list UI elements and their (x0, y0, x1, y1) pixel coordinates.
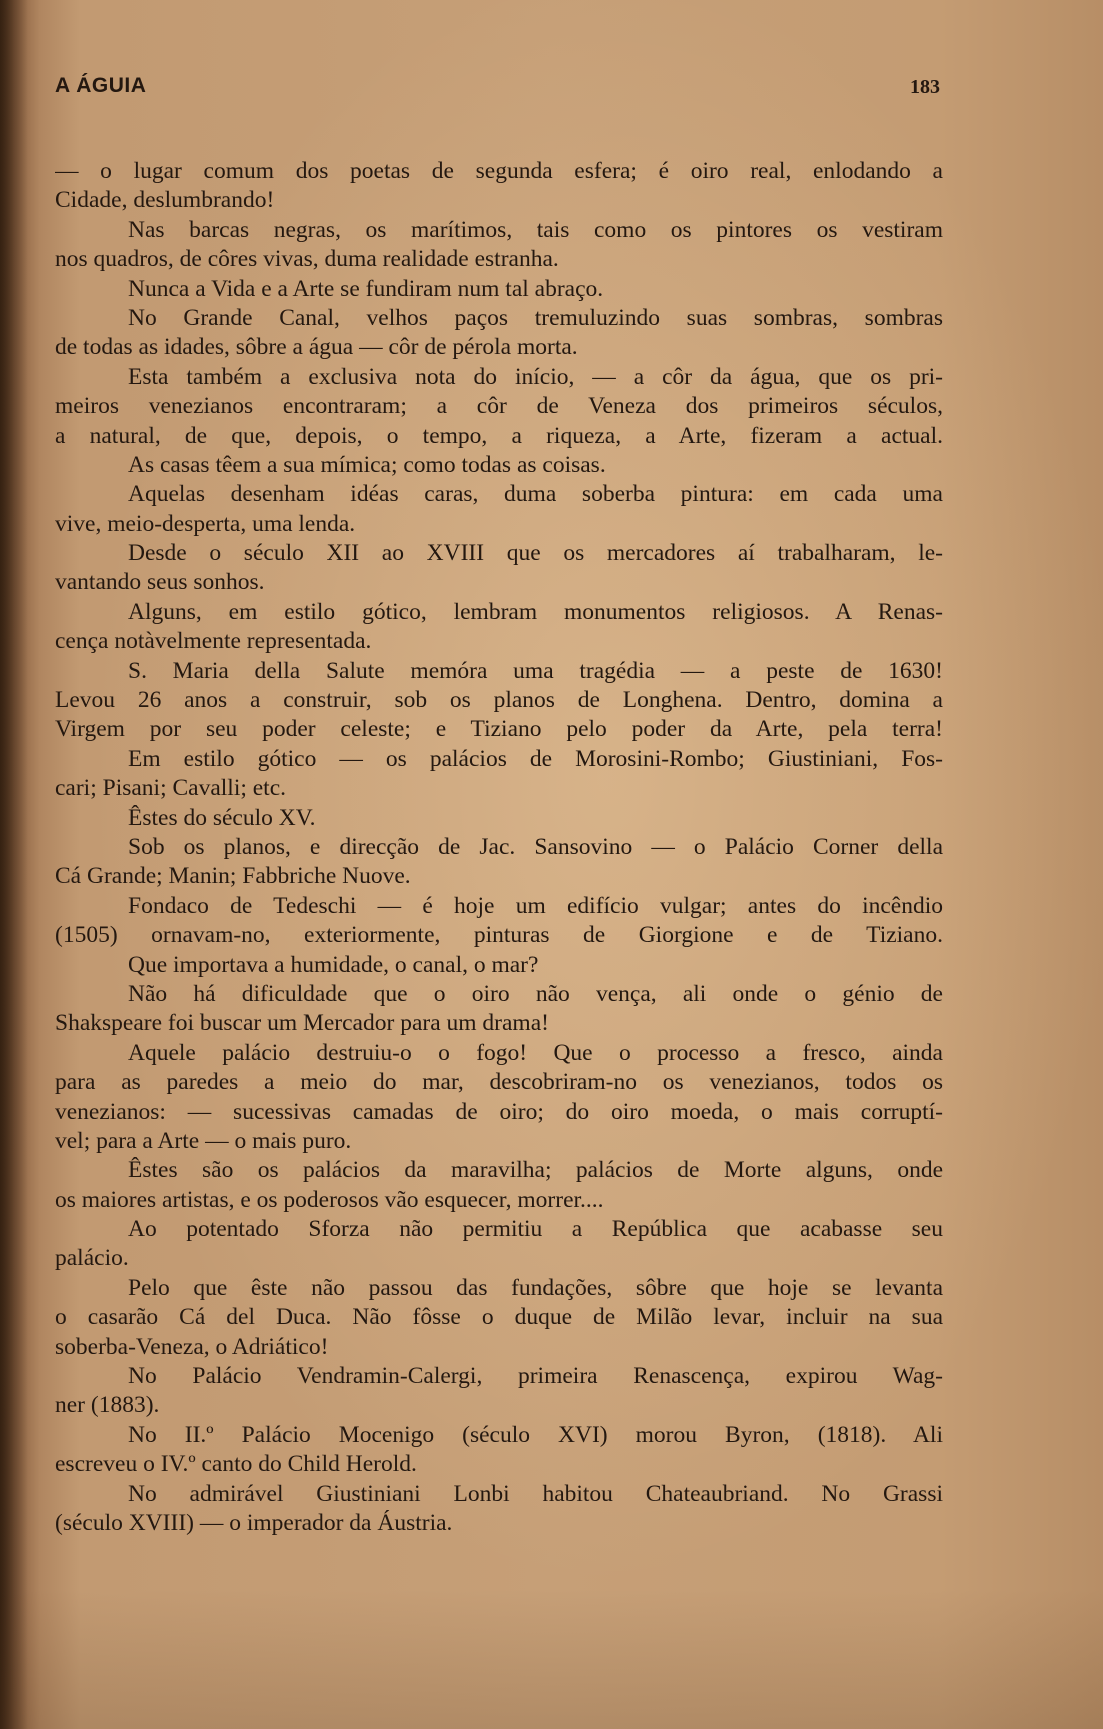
text-line: As casas têem a sua mímica; como todas as coisas. (128, 451, 606, 478)
text-line: Pelo que êste não passou das fundações, sôbre que hoje se levanta (128, 1274, 943, 1301)
text-line: — o lugar comum dos poetas de segunda esfera; é oiro real, enlodando a (55, 158, 943, 184)
spine-shadow (0, 0, 28, 1729)
text-line: vel; para a Arte — o mais puro. (55, 1127, 352, 1154)
running-header (55, 74, 940, 104)
text-line: Cá Grande; Manin; Fabbriche Nuove. (55, 863, 411, 890)
text-line: Nunca a Vida e a Arte se fundiram num tal abraço. (128, 275, 604, 302)
text-line: Em estilo gótico — os palácios de Morosini-Rombo; Giustiniani, Fos- (128, 745, 943, 772)
text-line: vantando seus sonhos. (55, 569, 265, 596)
text-line: venezianos: — sucessivas camadas de oiro; do oiro moeda, o mais corruptí- (55, 1098, 943, 1125)
journal-title: A ÁGUIA (55, 74, 147, 97)
text-line: Aquelas desenham idéas caras, duma soberba pintura: em cada uma (128, 481, 943, 508)
text-line: o casarão Cá del Duca. Não fôsse o duque de Milão levar, incluir na sua (55, 1304, 943, 1331)
text-line: de todas as idades, sôbre a água — côr de pérola morta. (55, 334, 578, 361)
text-line: Alguns, em estilo gótico, lembram monumentos religiosos. A Renas- (128, 598, 943, 625)
body-text (55, 157, 943, 1538)
text-line: Shakspeare foi buscar um Mercador para um drama! (55, 1010, 549, 1037)
text-line: ner (1883). (55, 1392, 160, 1419)
text-line: Aquele palácio destruiu-o o fogo! Que o processo a fresco, ainda (128, 1039, 943, 1066)
text-line: (1505) ornavam-no, exteriormente, pinturas de Giorgione e de Tiziano. (55, 922, 943, 949)
page-shading (0, 1589, 1103, 1729)
text-line: os maiores artistas, e os poderosos vão esquecer, morrer.... (55, 1186, 604, 1213)
text-line: Fondaco de Tedeschi — é hoje um edifício vulgar; antes do incêndio (128, 892, 943, 919)
text-line: a natural, de que, depois, o tempo, a riqueza, a Arte, fizeram a actual. (55, 422, 943, 449)
text-line: Que importava a humidade, o canal, o mar? (128, 951, 539, 978)
text-line: Não há dificuldade que o oiro não vença, ali onde o génio de (128, 980, 943, 1007)
text-line: Êstes do século XV. (128, 804, 316, 831)
text-line: cari; Pisani; Cavalli; etc. (55, 775, 287, 802)
text-line: Êstes são os palácios da maravilha; palácios de Morte alguns, onde (128, 1157, 943, 1184)
text-line: Ao potentado Sforza não permitiu a República que acabasse seu (128, 1216, 943, 1243)
text-line: No admirável Giustiniani Lonbi habitou Chateaubriand. No Grassi (128, 1480, 943, 1507)
text-line: Desde o século XII ao XVIII que os mercadores aí trabalharam, le- (128, 540, 943, 567)
text-line: Sob os planos, e direcção de Jac. Sansovino — o Palácio Corner della (128, 833, 943, 860)
text-line: para as paredes a meio do mar, descobriram-no os venezianos, todos os (55, 1069, 943, 1096)
text-line: vive, meio-desperta, uma lenda. (55, 510, 356, 537)
text-line: meiros venezianos encontraram; a côr de Veneza dos primeiros séculos, (55, 393, 943, 420)
text-line: (século XVIII) — o imperador da Áustria. (55, 1509, 453, 1536)
text-line: Nas barcas negras, os marítimos, tais como os pintores os vestiram (128, 216, 943, 243)
text-line: nos quadros, de côres vivas, duma realidade estranha. (55, 246, 559, 273)
text-line: No Grande Canal, velhos paços tremuluzindo suas sombras, sombras (128, 304, 943, 331)
text-line: Levou 26 anos a construir, sob os planos de Longhena. Dentro, domina a (55, 687, 943, 714)
text-line: Virgem por seu poder celeste; e Tiziano pelo poder da Arte, pela terra! (55, 716, 943, 743)
text-line: soberba-Veneza, o Adriático! (55, 1333, 329, 1360)
text-line: No Palácio Vendramin-Calergi, primeira Renascença, expirou Wag- (128, 1363, 943, 1390)
text-line: cença notàvelmente representada. (55, 628, 372, 655)
text-line: S. Maria della Salute memóra uma tragédia — a peste de 1630! (128, 657, 943, 684)
page-number: 183 (910, 76, 940, 98)
text-line: palácio. (55, 1245, 129, 1272)
text-line: Cidade, deslumbrando! (55, 187, 275, 214)
text-line: escreveu o IV.º canto do Child Herold. (55, 1451, 417, 1478)
text-line: Esta também a exclusiva nota do início, — a côr da água, que os pri- (128, 363, 943, 390)
text-line: No II.º Palácio Mocenigo (século XVI) morou Byron, (1818). Ali (128, 1421, 943, 1448)
